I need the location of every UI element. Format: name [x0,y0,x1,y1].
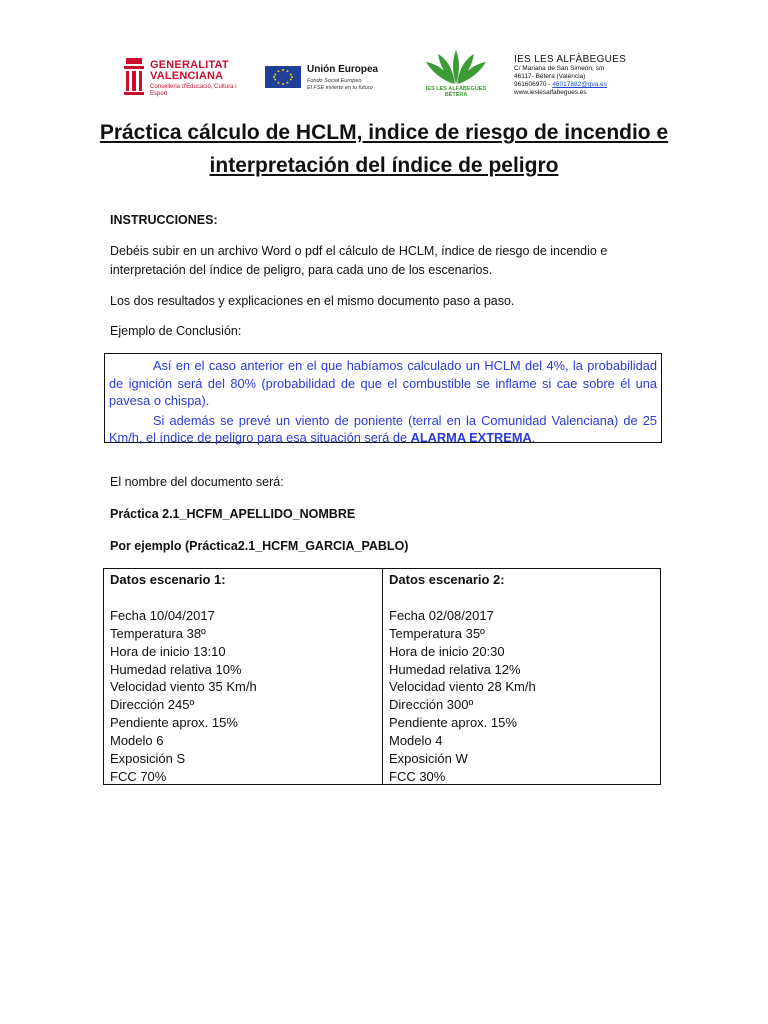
ies-logo-text: IES LES ALFÀBEGUES BÉTERA [425,86,487,98]
scenario-1-fcc: FCC 70% [110,768,167,784]
ies-web: www.ieslesalfabegues.es [514,89,587,96]
header-logos [100,48,680,108]
instructions-heading: INSTRUCCIONES: [110,213,218,227]
scenario-2-model: Modelo 4 [389,733,443,749]
eu-title: Unión Europea [307,64,379,75]
scenario-1-heading: Datos escenario 1: [110,572,226,587]
scenario-2-column [382,569,660,784]
scenario-1-exposure: Exposición S [110,751,186,767]
scenario-2-heading: Datos escenario 2: [389,572,505,587]
example-paragraph-1: Así en el caso anterior en el que habíamos calculado un HCLM del 4%, la probabilidad de ignición será del 80% (probabilidad de que el combustible se inflame si cae sobre él una pavesa o chispa). [109,358,657,408]
ies-name: IES LES ALFÀBEGUES [514,54,627,65]
scenario-1-model: Modelo 6 [110,733,164,749]
instructions-para3: Ejemplo de Conclusión: [110,324,242,338]
ies-address: C/ Mariana de San Simeón, s/n [514,65,605,72]
scenario-2-exposure: Exposición W [389,751,468,767]
scenario-2-temperature: Temperatura 35º [389,625,485,641]
generalitat-name: GENERALITAT VALENCIANA [150,59,229,82]
scenario-1-slope: Pendiente aprox. 15% [110,715,238,731]
scenario-2-wind-speed: Velocidad viento 28 Km/h [389,679,536,695]
scenario-1-humidity: Humedad relativa 10% [110,661,242,677]
scenario-1-date: Fecha 10/04/2017 [110,607,215,623]
scenario-spacer [389,589,654,607]
generalitat-logo [122,56,242,104]
scenario-2-fcc: FCC 30% [389,768,446,784]
basil-leaves-icon [422,50,490,86]
scenario-1-start-time: Hora de inicio 13:10 [110,643,226,659]
instructions-para2: Los dos resultados y explicaciones en el mismo documento paso a paso. [110,294,515,308]
scenario-2-slope: Pendiente aprox. 15% [389,715,517,731]
ies-contact-info [514,54,684,97]
ies-email-link[interactable]: 46017882@gva.es [552,81,607,88]
eu-flag-icon [265,66,301,88]
ies-city: 46117- Bétera (València) [514,73,586,80]
scenario-2-start-time: Hora de inicio 20:30 [389,643,505,659]
eu-logo [265,62,405,92]
scenario-spacer [110,589,376,607]
naming-intro: El nombre del documento será: [110,475,284,489]
generalitat-department: Conselleria d'Educació, Cultura i Esport [150,84,237,97]
document-title: Práctica cálculo de HCLM, indice de riesgo de incendio e interpretación del índice de peligro [99,121,669,177]
scenario-2-direction: Dirección 300º [389,697,474,713]
instructions-para1-line2: interpretación del índice de peligro, para cada uno de los escenarios. [110,263,493,277]
ies-phone-email: 961606970 - 46017882@gva.es [514,81,607,88]
example-conclusion-box [104,353,662,443]
scenario-1-temperature: Temperatura 38º [110,625,206,641]
naming-format: Práctica 2.1_HCFM_APELLIDO_NOMBRE [110,507,356,521]
scenario-1-column [104,569,382,784]
scenario-2-date: Fecha 02/08/2017 [389,607,494,623]
scenario-1-direction: Dirección 245º [110,697,195,713]
scenario-1-wind-speed: Velocidad viento 35 Km/h [110,679,257,695]
scenarios-table [103,568,661,785]
example-paragraph-2: Si además se prevé un viento de poniente (terral en la Comunidad Valenciana) de 25 Km/h, el índice de peligro para esa situación será de ALARMA EXTREMA. [109,412,657,445]
ies-logo [422,50,490,100]
generalitat-emblem-icon [122,56,146,96]
alarm-level: ALARMA EXTREMA [410,430,532,445]
naming-example: Por ejemplo (Práctica2.1_HCFM_GARCIA_PABLO) [110,539,409,553]
instructions-para1-line1: Debéis subir en un archivo Word o pdf el cálculo de HCLM, índice de riesgo de incendio e [110,244,608,258]
scenario-2-humidity: Humedad relativa 12% [389,661,521,677]
eu-subtitle: Fondo Social Europeo El FSE invierte en tu futuro [307,78,373,91]
